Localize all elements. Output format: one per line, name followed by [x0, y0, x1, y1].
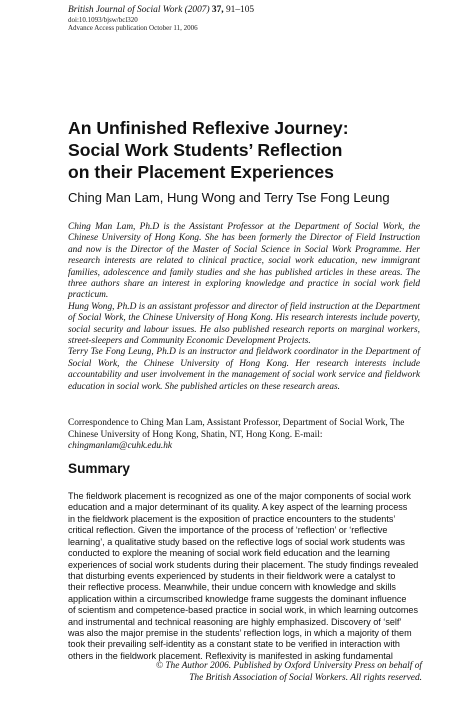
copyright-line: © The Author 2006. Published by Oxford University Press on behalf of — [155, 661, 422, 671]
correspondence-note — [68, 418, 420, 453]
summary-line: and instrumental and technical reasoning are highly emphasized. Discovery of ‘self’ — [68, 616, 402, 627]
title-line: Social Work Students’ Reflection — [68, 140, 343, 160]
summary-line: application within a circumscribed knowledge frame suggests the dominant influence — [68, 593, 407, 604]
summary-heading: Summary — [68, 461, 130, 476]
journal-pages: 91–105 — [225, 5, 255, 15]
summary-line: learning’, a qualitative study based on the reflective logs of social work students was — [68, 536, 405, 547]
summary-line: in the fieldwork placement is the exposition of practice encounters to the students’ — [68, 513, 396, 524]
summary-line: their reflective process. Meanwhile, their undue concern with knowledge and skills — [68, 582, 396, 593]
summary-line: conducted to explore the meaning of social work field education and the learning — [68, 548, 390, 559]
summary-line: critical reflection. Given the importance of the process of ‘reflection’ or ‘reflective — [68, 525, 388, 536]
summary-line: of scientism and competence-based practice in social work, in which learning outcomes — [68, 605, 418, 616]
article-title — [68, 117, 448, 183]
author-affiliations — [68, 222, 420, 393]
summary-body — [68, 491, 419, 662]
correspondence-email: chingmanlam@cuhk.edu.hk — [68, 441, 173, 452]
summary-line: experiences of social work students during their placement. The study findings revealed — [68, 559, 419, 570]
copyright-notice — [102, 661, 422, 684]
summary-line: that disturbing events experienced by students in their fieldwork were a catalyst to — [68, 570, 396, 581]
summary-line: was also the major premise in the students’ reflection logs, in which a majority of them — [68, 628, 412, 639]
summary-line: The fieldwork placement is recognized as one of the major components of social work — [68, 491, 411, 501]
summary-line: education and a major determinant of its quality. A key aspect of the learning process — [68, 502, 408, 513]
copyright-line: The British Association of Social Workers. All rights reserved. — [189, 672, 422, 683]
journal-volume: 37, — [211, 5, 224, 15]
journal-year: (2007) — [184, 5, 210, 15]
journal-citation — [68, 5, 254, 16]
title-line: on their Placement Experiences — [68, 162, 334, 182]
affiliation-paragraph: Ching Man Lam, Ph.D is the Assistant Professor at the Department of Social Work, the Chinese University of Hong Kong. She has been formerly the Director of Field Instruction and now is the Director of the Master of Social Science in Social Work Programme. Her research interests are related to clinical practice, social work education, new immigrant families, adolescence and family studies and she has published articles in these areas. The three authors share an interest in exploring knowledge and practice in social work field practicum. — [68, 222, 420, 301]
title-line: An Unfinished Reflexive Journey: — [68, 118, 349, 138]
journal-name: British Journal of Social Work — [68, 5, 183, 15]
affiliation-paragraph: Terry Tse Fong Leung, Ph.D is an instructor and fieldwork coordinator in the Department of Social Work, the Chinese University of Hong Kong. Her research interests include accountability and user involvement in the management of social work service and fieldwork education in social work. She published articles on these research areas. — [68, 347, 420, 392]
affiliation-paragraph: Hung Wong, Ph.D is an assistant professor and director of field instruction at the Department of Social Work, the Chinese University of Hong Kong. His research interests include poverty, social security and labour issues. He also published research reports on marginal workers, street-sleepers and Community Economic Development Projects. — [68, 301, 420, 347]
advance-access-note: Advance Access publication October 11, 2006 — [68, 24, 198, 32]
author-list: Ching Man Lam, Hung Wong and Terry Tse Fong Leung — [68, 190, 390, 205]
summary-line: took their prevailing self-identity as a constant state to be verified in interaction with — [68, 639, 400, 650]
summary-line: others in the fieldwork placement. Reflexivity is manifested in asking fundamental — [68, 650, 393, 661]
doi: doi:10.1093/bjsw/bcl320 — [68, 16, 138, 24]
correspondence-text: Correspondence to Ching Man Lam, Assistant Professor, Department of Social Work, The Chinese University of Hong Kong, Shatin, NT, Hong Kong. E-mail: — [68, 418, 405, 440]
